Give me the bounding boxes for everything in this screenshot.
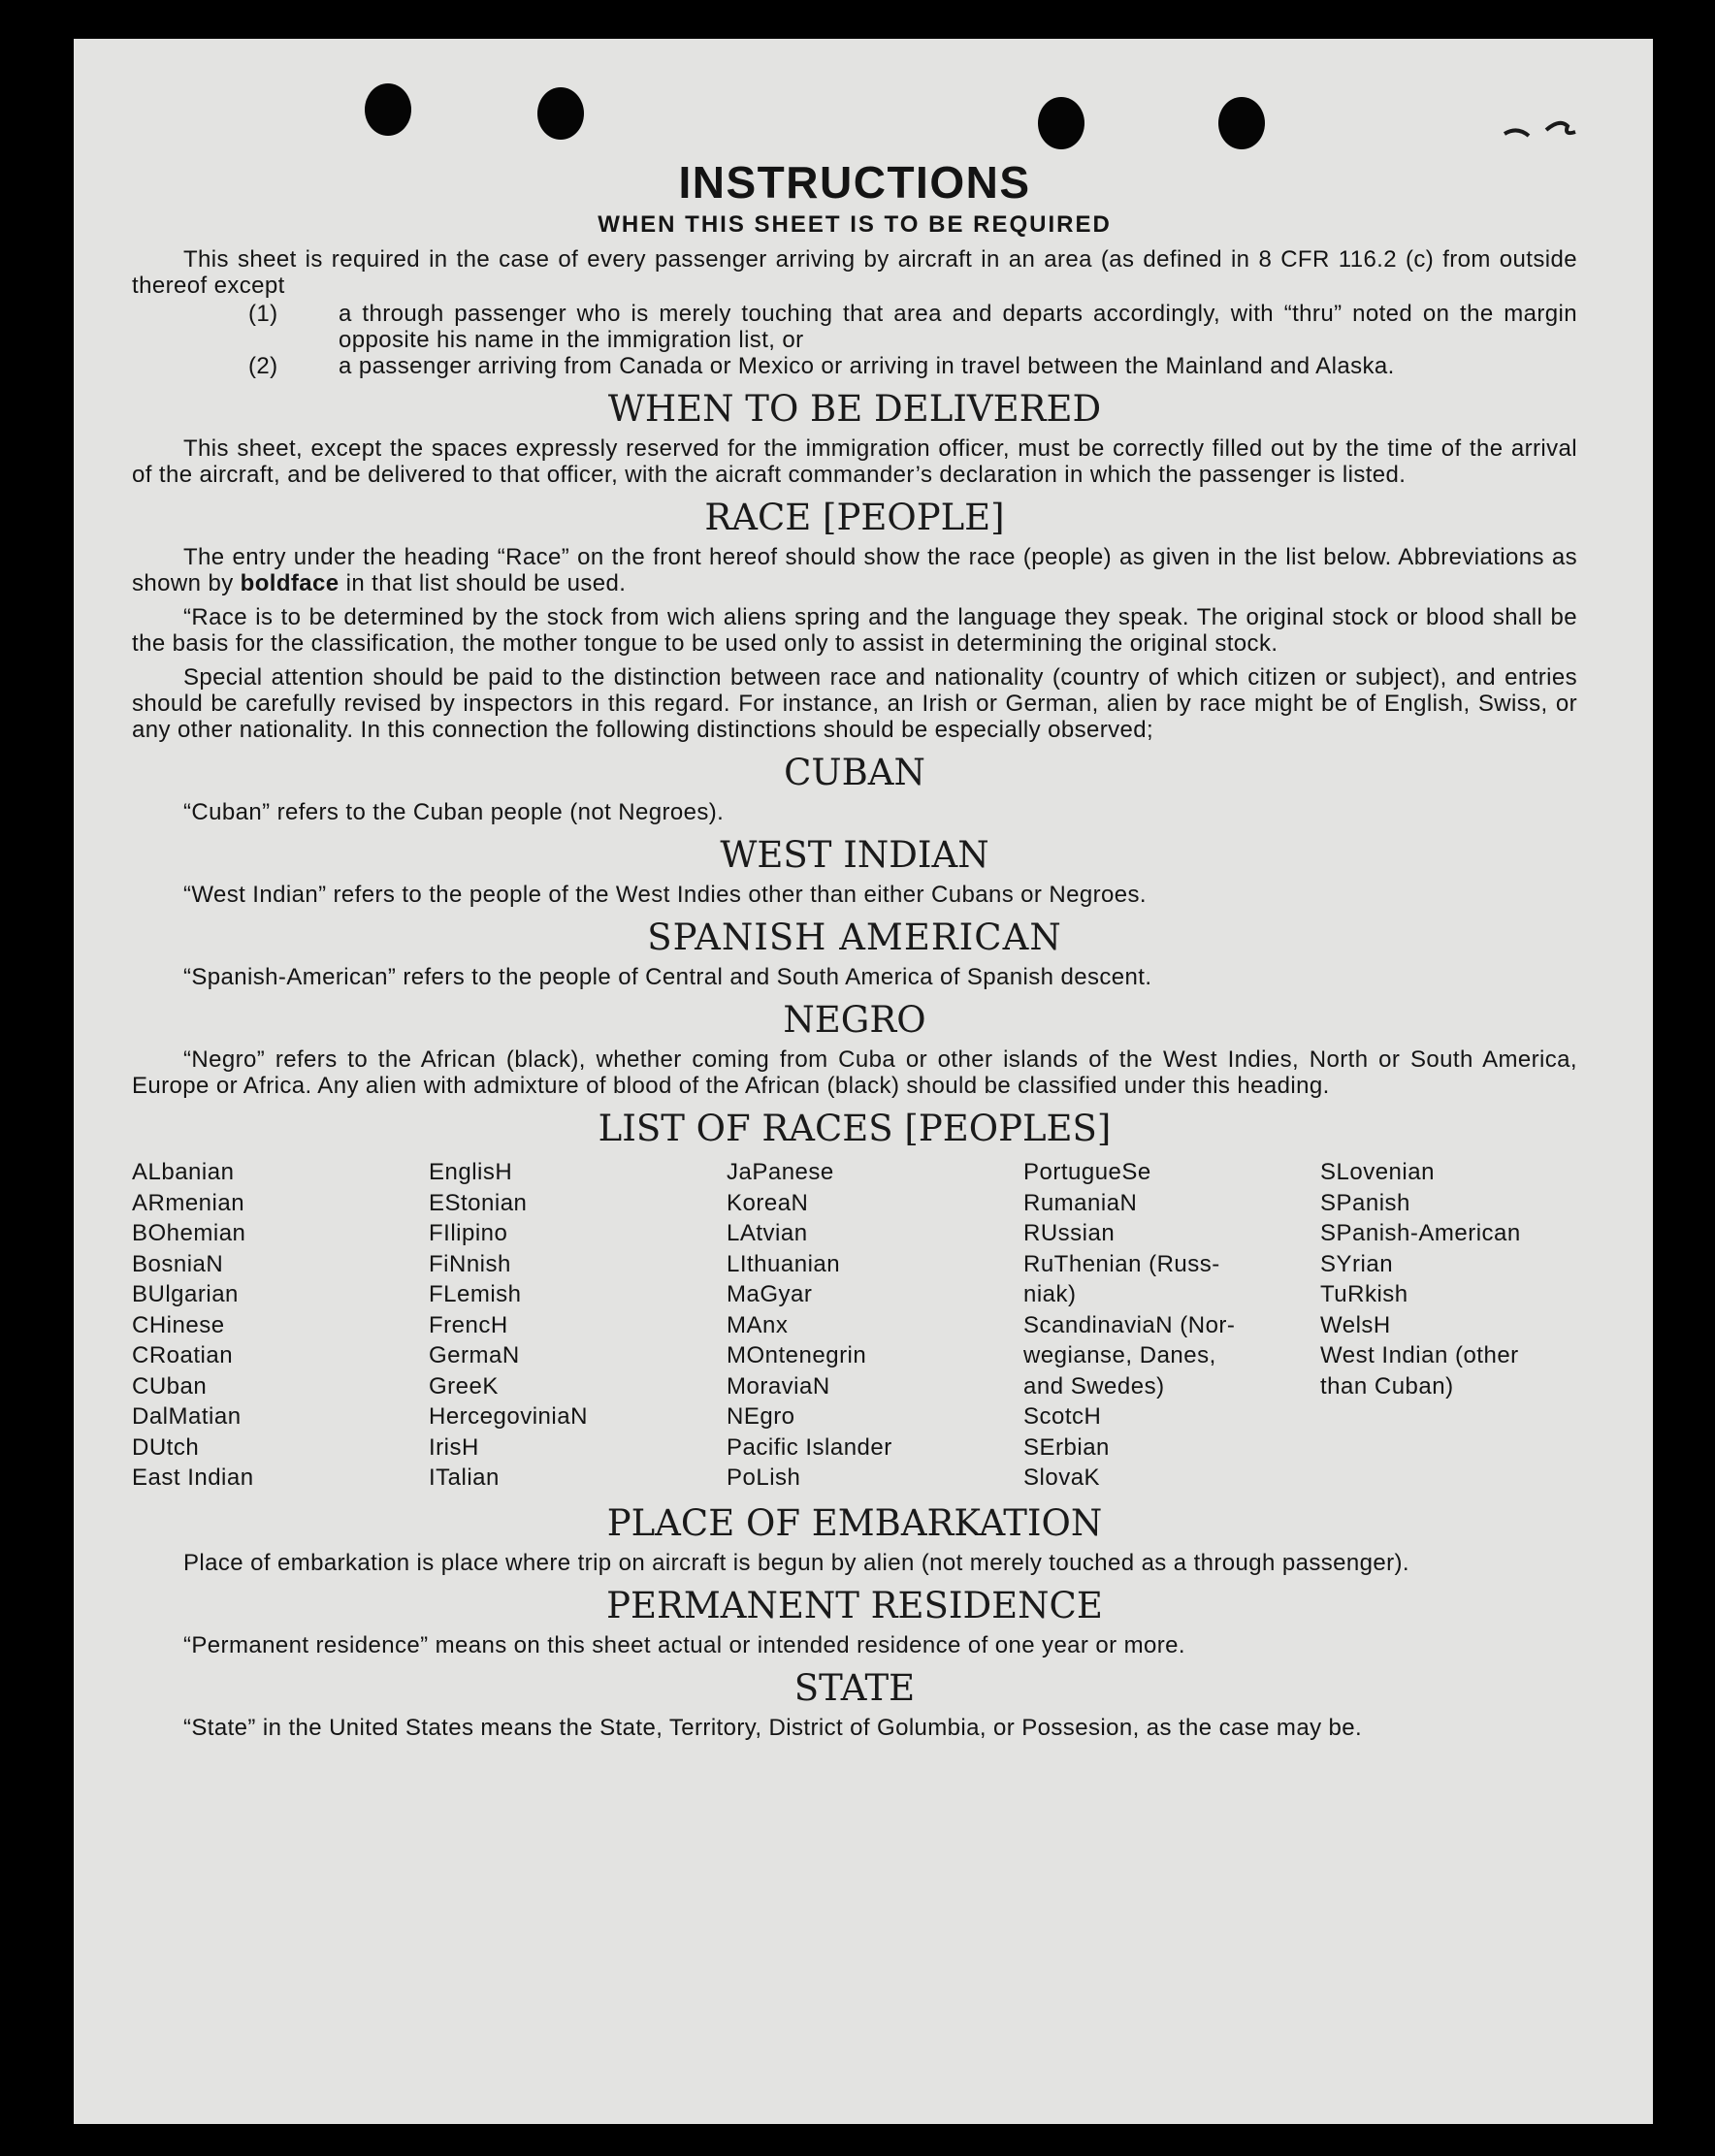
heading-cuban: CUBAN	[784, 752, 925, 793]
race-entry: FrencH	[429, 1311, 508, 1338]
race-entry: SPanish	[1320, 1189, 1410, 1216]
exception-text: a passenger arriving from Canada or Mexico or arriving in travel between the Mainland and Alaska.	[339, 353, 1395, 379]
west-indian-text: “West Indian” refers to the people of the West Indies other than either Cubans or Negroes.	[183, 882, 1147, 908]
race-entry: IrisH	[429, 1433, 479, 1461]
race-entry: SYrian	[1320, 1250, 1394, 1277]
race-entry: CUban	[132, 1372, 208, 1400]
exception-item-2	[132, 353, 1577, 379]
boldface-word: boldface	[240, 570, 340, 596]
heading-west-indian: WEST INDIAN	[720, 834, 989, 876]
exception-item-1	[132, 301, 1577, 353]
race-entry: SErbian	[1023, 1433, 1110, 1461]
race-entry: PoLish	[727, 1464, 801, 1491]
race-paragraph-2: “Race is to be determined by the stock from wich aliens spring and the language they speak. The original stock or blood shall be the basis for the classification, the mother tongue to be used only to assist in determining the original stock.	[132, 604, 1577, 657]
race-text: in that list should be used.	[339, 570, 627, 596]
punch-hole	[537, 87, 584, 140]
race-entry: NEgro	[727, 1403, 795, 1430]
race-entry: BOhemian	[132, 1220, 246, 1246]
race-entry: FIlipino	[429, 1220, 508, 1246]
pen-mark	[1500, 107, 1587, 145]
race-text: The entry under the heading “Race” on the front hereof should show the race (people) as given in the list below. Abbreviations as shown by	[132, 544, 1577, 596]
punch-hole	[1218, 97, 1265, 149]
race-entry: SLovenian	[1320, 1159, 1435, 1185]
race-entry: ARmenian	[132, 1189, 245, 1216]
race-entry: ScotcH	[1023, 1403, 1102, 1430]
cuban-text: “Cuban” refers to the Cuban people (not Negroes).	[183, 799, 725, 825]
race-entry: Pacific Islander	[727, 1433, 892, 1461]
race-entry: EStonian	[429, 1189, 528, 1216]
race-entry: TuRkish	[1320, 1281, 1408, 1307]
race-entry: LIthuanian	[727, 1250, 841, 1277]
races-column-5	[1320, 1157, 1577, 1494]
race-entry: FiNnish	[429, 1250, 511, 1277]
instructions-content	[132, 155, 1577, 1749]
races-column-4	[1023, 1157, 1320, 1494]
page-title: INSTRUCTIONS	[678, 157, 1031, 208]
race-entry: BUlgarian	[132, 1281, 239, 1307]
heading-state: STATE	[793, 1666, 916, 1709]
negro-text: “Negro” refers to the African (black), whether coming from Cuba or other islands of the West Indies, North or South America, Europe or Africa. Any alien with admixture of blood of the African (black) should be classified under this heading.	[132, 1046, 1577, 1099]
race-entry: RumaniaN	[1023, 1189, 1138, 1216]
races-list	[132, 1157, 1577, 1494]
race-entry: SlovaK	[1023, 1464, 1101, 1491]
embarkation-text: Place of embarkation is place where trip on aircraft is begun by alien (not merely touched as a through passenger).	[183, 1549, 1409, 1576]
race-entry: GreeK	[429, 1372, 499, 1400]
heading-embarkation: PLACE OF EMBARKATION	[606, 1501, 1103, 1544]
race-entry: JaPanese	[727, 1159, 834, 1185]
heading-negro: NEGRO	[783, 999, 926, 1041]
punch-hole	[1038, 97, 1084, 149]
heading-list-of-races: LIST OF RACES [PEOPLES]	[598, 1108, 1112, 1149]
heading-when-delivered: WHEN TO BE DELIVERED	[607, 388, 1102, 430]
races-column-2	[429, 1157, 727, 1494]
race-entry: MoraviaN	[727, 1372, 830, 1400]
required-intro: This sheet is required in the case of every passenger arriving by aircraft in an area (as defined in 8 CFR 116.2 (c) from outside thereof except	[132, 246, 1577, 299]
race-entry: GermaN	[429, 1342, 520, 1368]
race-entry: LAtvian	[727, 1220, 808, 1246]
race-entry: West Indian (other than Cuban)	[1320, 1342, 1519, 1400]
race-entry: EnglisH	[429, 1159, 513, 1185]
state-text: “State” in the United States means the State, Territory, District of Golumbia, or Possesion, as the case may be.	[183, 1714, 1363, 1741]
race-paragraph-3: Special attention should be paid to the distinction between race and nationality (country of which citizen or subject), and entries should be carefully revised by inspectors in this regard. For instance, an Irish or German, alien by race might be of English, Swiss, or any other nationality. In this connection the following distinctions should be especially observed;	[132, 664, 1577, 743]
race-entry: ITalian	[429, 1464, 500, 1491]
heading-spanish-american: SPANISH AMERICAN	[647, 917, 1062, 958]
race-entry: FLemish	[429, 1281, 522, 1307]
race-entry: RuThenian (Russ- niak)	[1023, 1250, 1220, 1307]
race-paragraph-1	[132, 544, 1577, 596]
race-entry: CRoatian	[132, 1342, 234, 1368]
race-entry: MAnx	[727, 1311, 789, 1338]
race-entry: ALbanian	[132, 1159, 235, 1185]
exception-number: (1)	[248, 301, 278, 327]
exception-number: (2)	[248, 353, 278, 379]
punch-hole	[365, 83, 411, 136]
race-entry: RUssian	[1023, 1220, 1116, 1246]
race-entry: DalMatian	[132, 1403, 242, 1430]
races-column-1	[132, 1157, 429, 1494]
race-entry: CHinese	[132, 1311, 225, 1338]
race-entry: BosniaN	[132, 1250, 224, 1277]
race-entry: PortugueSe	[1023, 1159, 1151, 1185]
delivered-text: This sheet, except the spaces expressly reserved for the immigration officer, must be correctly filled out by the time of the arrival of the aircraft, and be delivered to that officer, with the aicraft commander’s declaration in which the passenger is listed.	[132, 435, 1577, 488]
race-entry: HercegoviniaN	[429, 1403, 588, 1430]
race-entry: East Indian	[132, 1464, 254, 1491]
residence-text: “Permanent residence” means on this sheet actual or intended residence of one year or more.	[183, 1631, 1185, 1658]
heading-race: RACE [PEOPLE]	[704, 497, 1005, 538]
race-entry: ScandinaviaN (Nor- wegianse, Danes, and Swedes)	[1023, 1311, 1236, 1400]
exception-text: a through passenger who is merely touching that area and departs accordingly, with “thru” noted on the margin opposite his name in the immigration list, or	[339, 301, 1577, 353]
race-entry: SPanish-American	[1320, 1220, 1521, 1246]
race-entry: DUtch	[132, 1433, 200, 1461]
spanish-american-text: “Spanish-American” refers to the people of Central and South America of Spanish descent.	[183, 964, 1152, 990]
races-column-3	[727, 1157, 1023, 1494]
document-page	[74, 39, 1653, 2124]
race-entry: MOntenegrin	[727, 1342, 867, 1368]
section-subtitle-required: WHEN THIS SHEET IS TO BE REQUIRED	[598, 211, 1112, 238]
race-entry: KoreaN	[727, 1189, 809, 1216]
race-entry: MaGyar	[727, 1281, 813, 1307]
race-entry: WelsH	[1320, 1311, 1391, 1338]
heading-permanent-residence: PERMANENT RESIDENCE	[606, 1584, 1103, 1626]
